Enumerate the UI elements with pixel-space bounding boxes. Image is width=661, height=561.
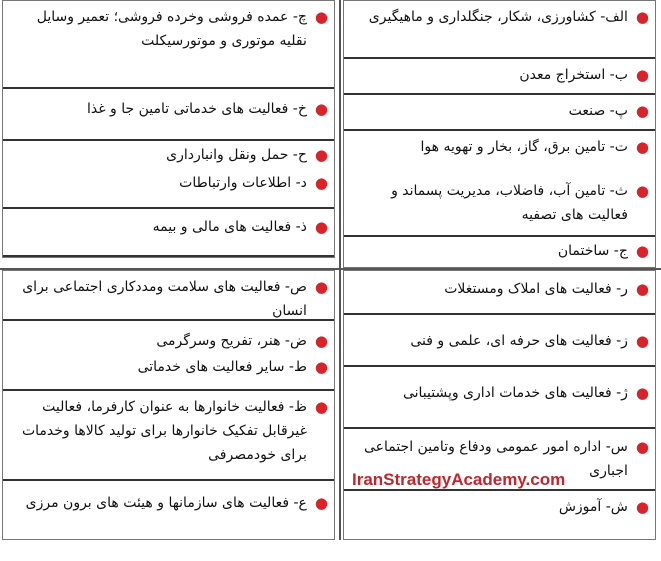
list-item: ● ت- تامین برق، گاز، بخار و تهویه هوا [344,135,655,159]
bullet-icon: ● [314,398,328,416]
bullet-icon: ● [635,66,649,84]
bullet-icon: ● [635,498,649,516]
bullet-icon: ● [635,384,649,402]
list-item: ● ح- حمل ونقل وانبارداری [3,143,334,167]
bullet-icon: ● [314,174,328,192]
table-row [344,237,655,269]
table-row [344,315,655,367]
table-row [344,59,655,95]
table-row [3,391,334,481]
bullet-icon: ● [635,182,649,200]
list-item: ● ج- ساختمان [344,239,655,263]
panel-bottom-right [343,270,656,540]
vertical-divider [339,0,341,540]
list-item: ● د- اطلاعات وارتباطات [3,171,334,195]
watermark: IranStrategyAcademy.com [352,470,566,489]
list-item: ● ر- فعالیت های املاک ومستغلات [344,277,655,301]
list-item: ● ب- استخراج معدن [344,63,655,87]
table-row [3,321,334,391]
bullet-icon: ● [635,102,649,120]
bullet-icon: ● [314,278,328,296]
list-item: ● خ- فعالیت های خدماتی تامین جا و غذا [3,97,334,121]
bullet-icon: ● [635,8,649,26]
bullet-icon: ● [635,280,649,298]
list-item: ● ژ- فعالیت های خدمات اداری وپشتیبانی [344,381,655,405]
bullet-icon: ● [314,8,328,26]
list-item: ● ش- آموزش [344,495,655,519]
bullet-icon: ● [635,138,649,156]
table-row [3,271,334,321]
list-item: ● الف- کشاورزی، شکار، جنگلداری و ماهیگیری [344,5,655,29]
panel-bottom-left [2,270,335,540]
bullet-icon: ● [635,438,649,456]
table-row [344,131,655,237]
bullet-icon: ● [314,332,328,350]
table-row [3,209,334,257]
table-row [344,491,655,541]
bullet-icon: ● [314,358,328,376]
horizontal-divider [0,268,661,270]
bullet-icon: ● [314,494,328,512]
bullet-icon: ● [635,332,649,350]
list-item: ● چ- عمده فروشی وخرده فروشی؛ تعمیر وسایل نقلیه موتوری و موتورسیکلت [3,5,334,53]
table-row [3,1,334,89]
list-item: ● ذ- فعالیت های مالی و بیمه [3,215,334,239]
list-item: ● ع- فعالیت های سازمانها و هیئت های برون مرزی [3,491,334,515]
list-item: ● ظ- فعالیت خانوارها به عنوان کارفرما، فعالیت غیرقابل تفکیک خانوارها برای تولید کالاها وخدمات برای خودمصرفی [3,395,334,467]
list-item: ● ص- فعالیت های سلامت ومددکاری اجتماعی برای انسان [3,275,334,323]
panel-top-right [343,0,656,268]
table-row [344,271,655,315]
bullet-icon: ● [635,242,649,260]
table-row [3,141,334,209]
table-row [3,89,334,141]
list-item: ● ث- تامین آب، فاضلاب، مدیریت پسماند و فعالیت های تصفیه [344,179,655,227]
table-row [344,367,655,429]
bullet-icon: ● [314,100,328,118]
list-item: ● س- اداره امور عمومی ودفاع وتامین اجتماعی اجباری [344,435,655,483]
list-item: ● ز- فعالیت های حرفه ای، علمی و فنی [344,329,655,353]
bullet-icon: ● [314,146,328,164]
panel-top-left [2,0,335,258]
list-item: ● ض- هنر، تفریح وسرگرمی [3,329,334,353]
bullet-icon: ● [314,218,328,236]
list-item: ● پ- صنعت [344,99,655,123]
list-item: ● ط- سایر فعالیت های خدماتی [3,355,334,379]
table-row [344,95,655,131]
table-row [3,481,334,541]
table-row [344,1,655,59]
